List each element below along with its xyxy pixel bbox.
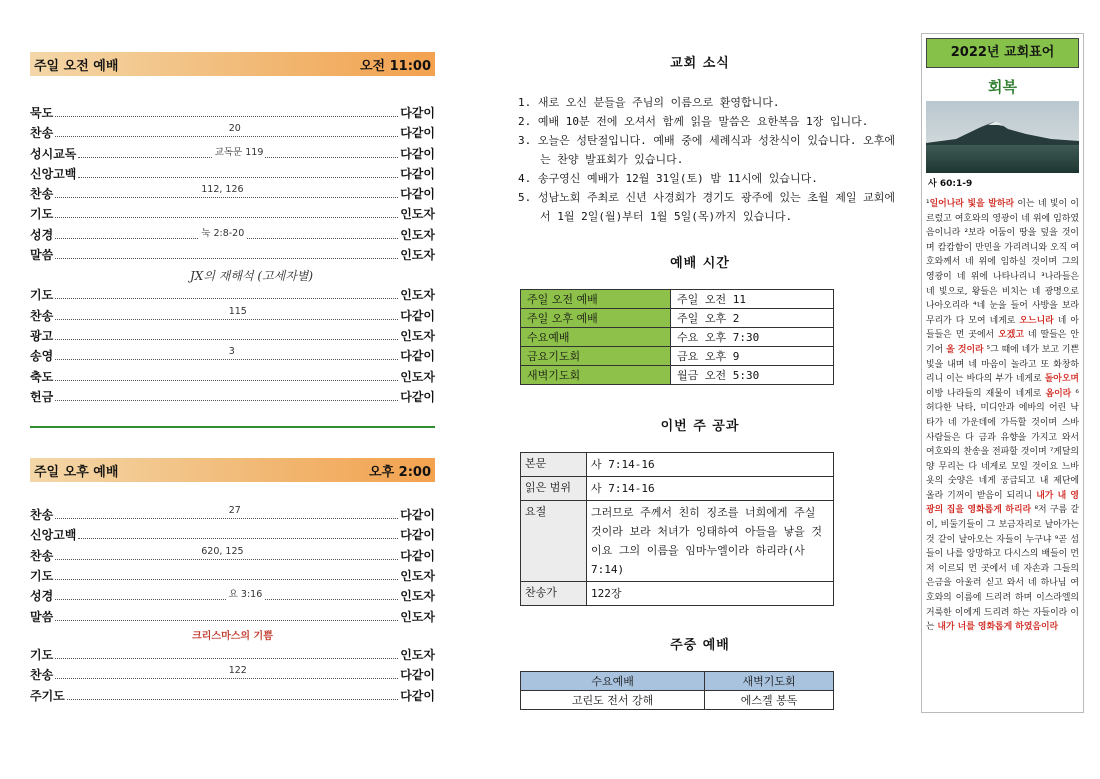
verse-highlight: 오느니라 — [1019, 315, 1054, 326]
dot-leader — [55, 370, 398, 381]
dot-leader — [55, 184, 398, 198]
news-list — [500, 93, 900, 226]
verse-highlight: 옴이라 — [1045, 388, 1072, 399]
order-item-name: 말씀 — [30, 609, 54, 624]
lesson-title: 이번 주 공과 — [660, 419, 740, 434]
order-item-leader: 인도자 — [400, 288, 435, 303]
order-item-leader: 인도자 — [400, 328, 435, 343]
order-item-name: 찬송 — [30, 508, 54, 523]
order-item-note: 3 — [228, 346, 235, 358]
order-item-name: 찬송 — [30, 308, 54, 323]
lesson-label: 찬송가 — [521, 582, 587, 606]
order-item-name: 주기도 — [30, 688, 65, 703]
dot-leader — [55, 505, 398, 519]
order-item-leader: 인도자 — [400, 569, 435, 584]
order-item-leader: 다같이 — [400, 528, 435, 543]
order-item-name: 기도 — [30, 207, 54, 222]
order-row — [30, 246, 435, 266]
order-row — [30, 145, 435, 165]
order-item-leader: 다같이 — [400, 668, 435, 683]
dot-leader — [55, 545, 398, 560]
news-item: 4. 송구영신 예배가 12월 31일(토) 밤 11시에 있습니다. — [518, 172, 818, 185]
news-item: 3. 오늘은 성탄절입니다. 예배 중에 세례식과 성찬식이 있습니다. 오후에는 찬양 발표회가 있습니다. — [518, 134, 895, 166]
dot-leader — [55, 665, 398, 679]
order-item-leader: 인도자 — [400, 369, 435, 384]
motto-panel — [921, 33, 1084, 713]
times-label: 금요기도회 — [521, 347, 671, 366]
afternoon-service-time: 오후 2:00 — [369, 464, 431, 480]
dot-leader — [55, 248, 398, 259]
lesson-label: 요절 — [521, 501, 587, 582]
order-item-name: 찬송 — [30, 548, 54, 563]
order-row — [30, 286, 435, 306]
midweek-value: 고린도 전서 강해 — [521, 691, 705, 710]
news-title: 교회 소식 — [670, 56, 730, 71]
morning-order-list — [30, 104, 435, 266]
dot-leader — [55, 288, 398, 299]
order-item-name: 광고 — [30, 328, 54, 343]
verse-segment: ⁶허다한 낙타, 미디안과 에바의 어린 낙타가 네 가운데에 가득할 것이며 스바 사람들은 다 금과 유향을 가지고 와서 여호와의 찬송을 전파할 것이며 ⁷게달의 양 무리는 다 네게로 모일 것이요 느바욧의 숫양은 네게 공급되고 내 제단에 올라 기꺼이 받음이 되리니 — [926, 388, 1079, 501]
order-item-leader: 인도자 — [400, 248, 435, 263]
order-row — [30, 646, 435, 666]
midweek-table — [520, 671, 834, 710]
verse-segment: ⁸저 구름 같이, 비둘기들이 그 보금자리로 날아가는 것 같이 날아오는 자들이 누구냐 ⁹곧 섬들이 나를 앙망하고 다시스의 배들이 먼저 이르되 먼 곳에서 네 자손과 그들의 은금을 아울러 싣고 와서 네 하나님 여호와의 이름에 드리려 하며 이스라엘의 거룩한 이에게 드리려 하는 자들이라 이는 — [926, 505, 1079, 633]
order-item-note: 115 — [228, 305, 247, 317]
order-item-name: 기도 — [30, 288, 54, 303]
order-item-name: 찬송 — [30, 187, 54, 202]
order-item-leader: 인도자 — [400, 647, 435, 662]
lesson-label: 본문 — [521, 453, 587, 477]
order-row — [30, 608, 435, 628]
order-item-note: 27 — [228, 505, 241, 517]
dot-leader — [55, 346, 398, 360]
news-item: 2. 예배 10분 전에 오셔서 함께 읽을 말씀은 요한복음 1장 입니다. — [518, 115, 869, 128]
handwritten-note: JX의 재해석 (고세자별) — [190, 269, 314, 284]
order-row — [30, 327, 435, 347]
lesson-label: 읽은 범위 — [521, 477, 587, 501]
dot-leader — [55, 207, 398, 218]
times-value: 금요 오후 9 — [671, 347, 834, 366]
order-row — [30, 368, 435, 388]
order-row — [30, 185, 435, 205]
order-item-leader: 다같이 — [400, 187, 435, 202]
times-row — [521, 328, 834, 347]
order-item-note: 620, 125 — [201, 545, 244, 557]
order-item-name: 성경 — [30, 227, 54, 242]
service-times-table — [520, 289, 834, 385]
lesson-row — [521, 582, 834, 606]
order-item-name: 신앙고백 — [30, 166, 77, 181]
verse-highlight: 내가 너를 영화롭게 하였음이라 — [937, 622, 1059, 633]
times-label: 새벽기도회 — [521, 366, 671, 385]
afternoon-service-title: 주일 오후 예배 — [34, 464, 119, 480]
verse-segment: 네 딸들은 안기어 — [926, 330, 1079, 355]
order-item-name: 축도 — [30, 369, 54, 384]
order-row — [30, 526, 435, 546]
dot-leader — [78, 147, 398, 158]
order-row — [30, 104, 435, 124]
verse-segment: ¹ — [926, 199, 930, 209]
order-item-leader: 인도자 — [400, 589, 435, 604]
verse-highlight: 올 것이라 — [946, 344, 984, 355]
order-row — [30, 205, 435, 225]
verse-text — [926, 197, 1079, 635]
order-item-name: 묵도 — [30, 106, 54, 120]
verse-segment: 이는 네 빛이 이르렀고 여호와의 영광이 네 위에 임하였음이니라 ²보라 어둠이 땅을 덮을 것이며 캄캄함이 만민을 가리려니와 오직 여호와께서 네 위에 임하실 것이며 그의 영광이 네 위에 나타나리니 ³나라들은 네 빛으로, 왕들은 비치는 네 광명으로 나아오리라 ⁴네 눈을 들어 사방을 보라 무리가 다 모여 네게로 — [926, 199, 1079, 326]
order-item-leader: 다같이 — [400, 349, 435, 364]
lesson-row — [521, 477, 834, 501]
order-row — [30, 666, 435, 686]
info-column — [500, 52, 900, 710]
order-item-note: 20 — [228, 123, 241, 135]
order-row — [30, 506, 435, 526]
dot-leader — [67, 689, 398, 700]
times-title: 예배 시간 — [670, 256, 730, 271]
midweek-header: 새벽기도회 — [705, 672, 834, 691]
times-value: 월금 오전 5:30 — [671, 366, 834, 385]
order-item-name: 성경 — [30, 589, 54, 604]
motto-theme: 회복 — [988, 78, 1017, 96]
verse-segment: 네 아들들은 먼 곳에서 — [926, 315, 1079, 341]
order-item-name: 신앙고백 — [30, 528, 77, 543]
order-item-name: 기도 — [30, 647, 54, 662]
times-label: 주일 오전 예배 — [521, 290, 671, 309]
lesson-value: 122장 — [587, 582, 834, 606]
order-item-name: 송영 — [30, 349, 54, 364]
morning-service-header — [30, 52, 435, 76]
order-row — [30, 587, 435, 607]
order-item-note: 122 — [228, 665, 247, 677]
motto-banner: 2022년 교회표어 — [926, 38, 1079, 68]
news-item: 5. 성남노회 주최로 신년 사경회가 경기도 광주에 있는 초월 제일 교회에서 1월 2일(월)부터 1월 5일(목)까지 있습니다. — [518, 191, 895, 223]
dot-leader — [55, 648, 398, 659]
dot-leader — [55, 329, 398, 340]
lesson-row — [521, 453, 834, 477]
order-row — [30, 547, 435, 567]
dot-leader — [55, 123, 398, 137]
order-item-leader: 인도자 — [400, 207, 435, 222]
verse-highlight: 돌아오며 — [1044, 374, 1079, 385]
mountain-image — [926, 101, 1079, 173]
dot-leader — [78, 528, 398, 539]
order-item-name: 기도 — [30, 569, 54, 584]
dot-leader — [78, 167, 398, 178]
midweek-value: 에스겔 봉독 — [705, 691, 834, 710]
order-item-leader: 인도자 — [400, 227, 435, 242]
order-item-note: 눅 2:8-20 — [199, 225, 246, 239]
order-row — [30, 165, 435, 185]
order-row — [30, 687, 435, 707]
times-value: 수요 오후 7:30 — [671, 328, 834, 347]
order-item-note: 교독문 119 — [213, 144, 266, 158]
order-item-leader: 다같이 — [400, 308, 435, 323]
lesson-value: 사 7:14-16 — [587, 477, 834, 501]
times-label: 주일 오후 예배 — [521, 309, 671, 328]
verse-highlight: 오겠고 — [998, 330, 1024, 341]
dot-leader — [55, 589, 398, 600]
sermon-title: 크리스마스의 기쁨 — [192, 630, 273, 642]
order-item-name: 성시교독 — [30, 146, 77, 161]
order-item-leader: 다같이 — [400, 508, 435, 523]
afternoon-order-list-2 — [30, 646, 435, 707]
order-item-leader: 다같이 — [400, 106, 435, 120]
mountain-illustration — [926, 101, 1079, 173]
times-row — [521, 309, 834, 328]
order-row — [30, 567, 435, 587]
order-row — [30, 388, 435, 408]
times-row — [521, 290, 834, 309]
order-item-leader: 다같이 — [400, 389, 435, 404]
dot-leader — [55, 610, 398, 621]
verse-segment: ⁵그 때에 네가 보고 기쁜 빛을 내며 네 마음이 놀라고 또 화창하리니 이는 바다의 부가 네게로 — [926, 344, 1079, 385]
verse-highlight: 일어나라 빛을 발하라 — [929, 199, 1015, 209]
order-row — [30, 347, 435, 367]
order-item-leader: 다같이 — [400, 548, 435, 563]
verse-segment: 이방 나라들의 재물이 네게로 — [926, 388, 1046, 399]
order-row — [30, 307, 435, 327]
afternoon-service-header — [30, 458, 435, 482]
verse-reference: 사 60:1-9 — [928, 179, 973, 189]
lesson-row — [521, 501, 834, 582]
lesson-value: 그러므로 주께서 친히 징조를 너희에게 주실 것이라 보라 처녀가 잉태하여 아들을 낳을 것이요 그의 이름을 임마누엘이라 하리라(사 7:14) — [587, 501, 834, 582]
dot-leader — [55, 228, 398, 239]
dot-leader — [55, 106, 398, 117]
times-label: 수요예배 — [521, 328, 671, 347]
dot-leader — [55, 390, 398, 401]
midweek-title: 주중 예배 — [670, 638, 730, 653]
times-value: 주일 오전 11 — [671, 290, 834, 309]
order-item-name: 찬송 — [30, 668, 54, 683]
verse-highlight: 내가 내 영광의 집을 영화롭게 하리라 — [926, 490, 1079, 516]
order-row — [30, 124, 435, 144]
lesson-table — [520, 452, 834, 606]
times-value: 주일 오후 2 — [671, 309, 834, 328]
afternoon-order-list — [30, 506, 435, 628]
order-row — [30, 226, 435, 246]
dot-leader — [55, 305, 398, 320]
midweek-header: 수요예배 — [521, 672, 705, 691]
dot-leader — [55, 569, 398, 580]
lesson-value: 사 7:14-16 — [587, 453, 834, 477]
times-row — [521, 366, 834, 385]
order-item-leader: 다같이 — [400, 146, 435, 161]
order-item-note: 112, 126 — [201, 184, 244, 196]
order-item-leader: 다같이 — [400, 166, 435, 181]
order-item-leader: 인도자 — [400, 609, 435, 624]
order-item-name: 찬송 — [30, 126, 54, 141]
morning-service-time: 오전 11:00 — [359, 58, 431, 74]
order-item-leader: 다같이 — [400, 688, 435, 703]
order-item-name: 말씀 — [30, 248, 54, 263]
worship-order-column — [30, 52, 435, 707]
order-item-note: 요 3:16 — [227, 586, 265, 600]
morning-service-title: 주일 오전 예배 — [34, 58, 119, 74]
news-item: 1. 새로 오신 분들을 주님의 이름으로 환영합니다. — [518, 96, 780, 109]
times-row — [521, 347, 834, 366]
order-item-leader: 다같이 — [400, 126, 435, 141]
morning-order-list-2 — [30, 286, 435, 408]
order-item-name: 헌금 — [30, 389, 54, 404]
